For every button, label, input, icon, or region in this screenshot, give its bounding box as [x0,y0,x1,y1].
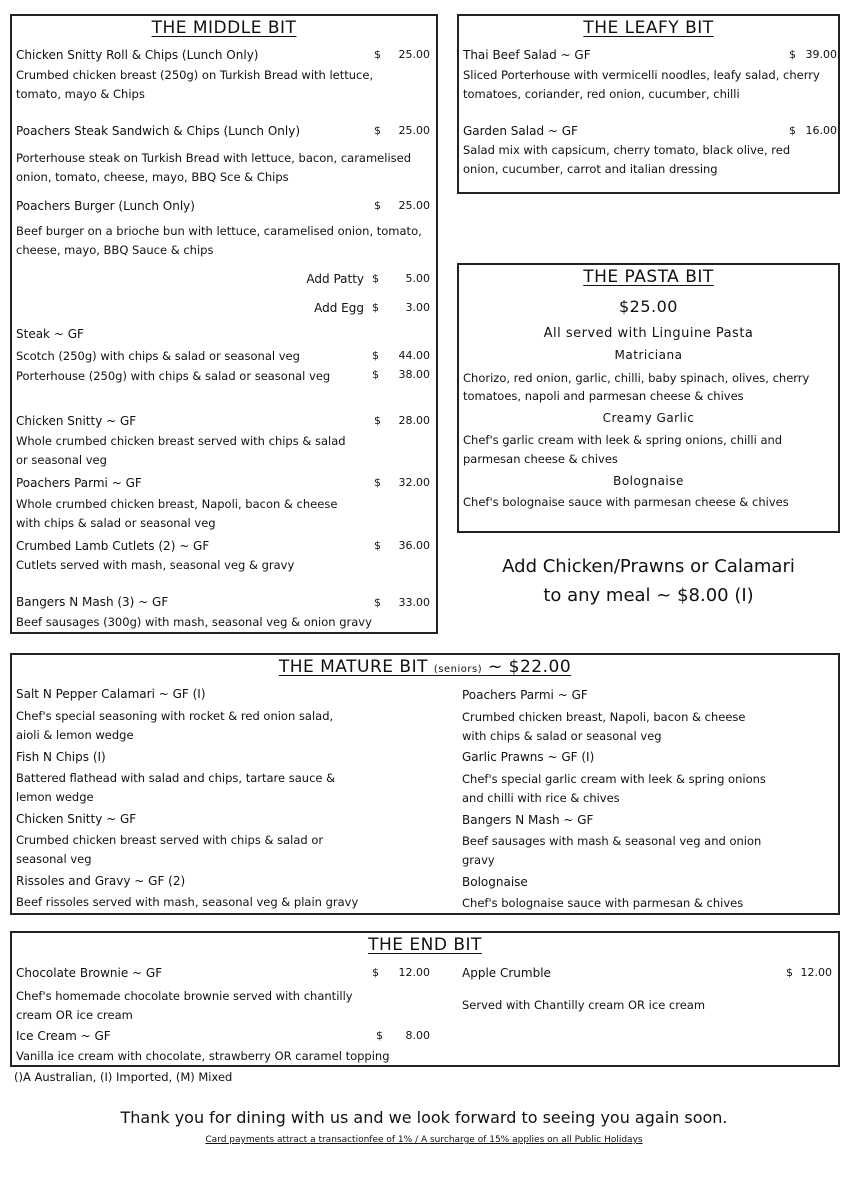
menu-item-desc: Scotch (250g) with chips & salad or seasonal veg [16,349,300,363]
menu-item-desc: tomatoes, coriander, red onion, cucumber, chilli [463,87,740,101]
section-title: THE PASTA BIT [583,267,714,287]
price: 3.00 [405,301,430,314]
menu-item-name: Bolognaise [613,474,684,488]
menu-item-name: Bangers N Mash ~ GF [462,813,594,827]
menu-item-desc: onion, tomato, cheese, mayo, BBQ Sce & Chips [16,170,289,184]
menu-item-name: Apple Crumble [462,966,551,980]
end-section [10,931,840,1067]
menu-item-desc: onion, cucumber, carrot and italian dressing [463,162,718,176]
menu-item-name: Bangers N Mash (3) ~ GF [16,595,169,609]
section-title: THE LEAFY BIT [583,18,714,38]
currency: $ [372,349,379,362]
price: 38.00 [398,368,430,381]
section-title: THE MIDDLE BIT [151,18,297,38]
currency: $ [374,476,381,489]
section-title-text: THE MATURE BIT [278,657,428,677]
addon-note-line: Add Chicken/Prawns or Calamari [502,556,795,577]
currency: $ [376,1029,383,1042]
menu-item-desc: with chips & salad or seasonal veg [16,516,216,530]
menu-item-desc: Beef sausages (300g) with mash, seasonal veg & onion gravy [16,615,372,629]
addon-name: Add Egg [314,301,364,315]
menu-item-desc: Crumbed chicken breast served with chips & salad or [16,833,324,847]
menu-item-desc: Chef's special seasoning with rocket & red onion salad, [16,709,334,723]
menu-item-desc: and chilli with rice & chives [462,791,620,805]
menu-item-name: Steak ~ GF [16,327,84,341]
addon-note-line: to any meal ~ $8.00 (I) [543,585,754,606]
menu-item-desc: cream OR ice cream [16,1008,133,1022]
currency: $ [372,966,379,979]
price: 16.00 [805,124,837,137]
currency: $ [372,368,379,381]
menu-item-name: Fish N Chips (I) [16,750,106,764]
menu-item-desc: or seasonal veg [16,453,107,467]
currency: $ [789,124,796,137]
menu-item-name: Rissoles and Gravy ~ GF (2) [16,874,186,888]
menu-item-desc: gravy [462,853,495,867]
menu-item-desc: tomatoes, napoli and parmesan cheese & chives [463,389,744,403]
price: 12.00 [800,966,832,979]
price: 33.00 [398,596,430,609]
currency: $ [374,48,381,61]
menu-item-desc: seasonal veg [16,852,92,866]
currency: $ [374,414,381,427]
price: 25.00 [398,48,430,61]
currency: $ [372,301,379,314]
menu-item-name: Chocolate Brownie ~ GF [16,966,163,980]
price: 12.00 [398,966,430,979]
price: 25.00 [398,124,430,137]
section-title: THE END BIT [368,935,482,955]
currency: $ [789,48,796,61]
menu-item-desc: Beef sausages with mash & seasonal veg and onion [462,834,762,848]
price: 5.00 [405,272,430,285]
menu-item-desc: parmesan cheese & chives [463,452,618,466]
thank-you-note: Thank you for dining with us and we look forward to seeing you again soon. [120,1108,728,1127]
menu-item-desc: Chef's homemade chocolate brownie served with chantilly [16,989,353,1003]
menu-item-desc: lemon wedge [16,790,94,804]
pasta-section [457,263,840,533]
origin-legend: ()A Australian, (I) Imported, (M) Mixed [14,1070,233,1084]
menu-item-desc: Porterhouse (250g) with chips & salad or seasonal veg [16,369,331,383]
menu-item-desc: with chips & salad or seasonal veg [462,729,662,743]
menu-item-name: Crumbed Lamb Cutlets (2) ~ GF [16,539,210,553]
currency: $ [374,596,381,609]
currency: $ [374,539,381,552]
menu-item-desc: Chef's bolognaise sauce with parmesan & chives [462,896,744,910]
menu-item-desc: Crumbed chicken breast (250g) on Turkish Bread with lettuce, [16,68,374,82]
menu-item-desc: Beef rissoles served with mash, seasonal veg & plain gravy [16,895,359,909]
menu-item-desc: Vanilla ice cream with chocolate, strawberry OR caramel topping [16,1049,390,1063]
currency: $ [374,199,381,212]
menu-item-name: Chicken Snitty ~ GF [16,414,137,428]
menu-item-name: Poachers Steak Sandwich & Chips (Lunch Only) [16,124,300,138]
menu-item-desc: aioli & lemon wedge [16,728,134,742]
menu-item-name: Chicken Snitty ~ GF [16,812,137,826]
menu-item-desc: Porterhouse steak on Turkish Bread with lettuce, bacon, caramelised [16,151,412,165]
menu-item-desc: Cutlets served with mash, seasonal veg & gravy [16,558,295,572]
menu-item-desc: Sliced Porterhouse with vermicelli noodles, leafy salad, cherry [463,68,820,82]
price: 28.00 [398,414,430,427]
menu-item-desc: Chef's garlic cream with leek & spring onions, chilli and [463,433,783,447]
menu-item-name: Garden Salad ~ GF [463,124,578,138]
menu-item-name: Salt N Pepper Calamari ~ GF (I) [16,687,206,701]
section-title-price: ~ $22.00 [488,657,572,677]
menu-item-name: Ice Cream ~ GF [16,1029,111,1043]
menu-item-name: Chicken Snitty Roll & Chips (Lunch Only) [16,48,259,62]
menu-item-desc: Salad mix with capsicum, cherry tomato, black olive, red [463,143,791,157]
surcharge-note: Card payments attract a transactionfee of 1% / A surcharge of 15% applies on all Public Holidays [205,1135,643,1145]
menu-item-name: Thai Beef Salad ~ GF [463,48,591,62]
menu-item-desc: Chorizo, red onion, garlic, chilli, baby spinach, olives, cherry [463,371,810,385]
menu-item-name: Poachers Parmi ~ GF [462,688,588,702]
menu-item-desc: Whole crumbed chicken breast served with chips & salad [16,434,346,448]
menu-item-name: Matriciana [614,348,683,362]
menu-item-desc: Chef's special garlic cream with leek & spring onions [462,772,766,786]
leafy-section [457,14,840,194]
menu-item-desc: Served with Chantilly cream OR ice cream [462,998,706,1012]
menu-item-desc: Battered flathead with salad and chips, tartare sauce & [16,771,336,785]
currency: $ [786,966,793,979]
menu-item-desc: Chef's bolognaise sauce with parmesan cheese & chives [463,495,789,509]
menu-item-name: Poachers Burger (Lunch Only) [16,199,195,213]
addon-name: Add Patty [306,272,364,286]
currency: $ [372,272,379,285]
mature-section [10,653,840,915]
menu-item-name: Creamy Garlic [602,411,695,425]
price: 25.00 [398,199,430,212]
middle-section [10,14,438,634]
price: 44.00 [398,349,430,362]
menu-item-desc: cheese, mayo, BBQ Sauce & chips [16,243,214,257]
menu-item-desc: Crumbed chicken breast, Napoli, bacon & cheese [462,710,746,724]
menu-item-desc: tomato, mayo & Chips [16,87,145,101]
pasta-price: $25.00 [619,297,678,316]
menu-item-name: Garlic Prawns ~ GF (I) [462,750,595,764]
pasta-subtitle: All served with Linguine Pasta [543,326,754,341]
price: 32.00 [398,476,430,489]
section-title [12,657,838,677]
price: 36.00 [398,539,430,552]
price: 8.00 [405,1029,430,1042]
menu-item-desc: Beef burger on a brioche bun with lettuce, caramelised onion, tomato, [16,224,422,238]
menu-item-name: Poachers Parmi ~ GF [16,476,142,490]
menu-item-desc: Whole crumbed chicken breast, Napoli, bacon & cheese [16,497,338,511]
currency: $ [374,124,381,137]
menu-item-name: Bolognaise [462,875,528,889]
section-title-small: (seniors) [433,664,483,675]
price: 39.00 [805,48,837,61]
